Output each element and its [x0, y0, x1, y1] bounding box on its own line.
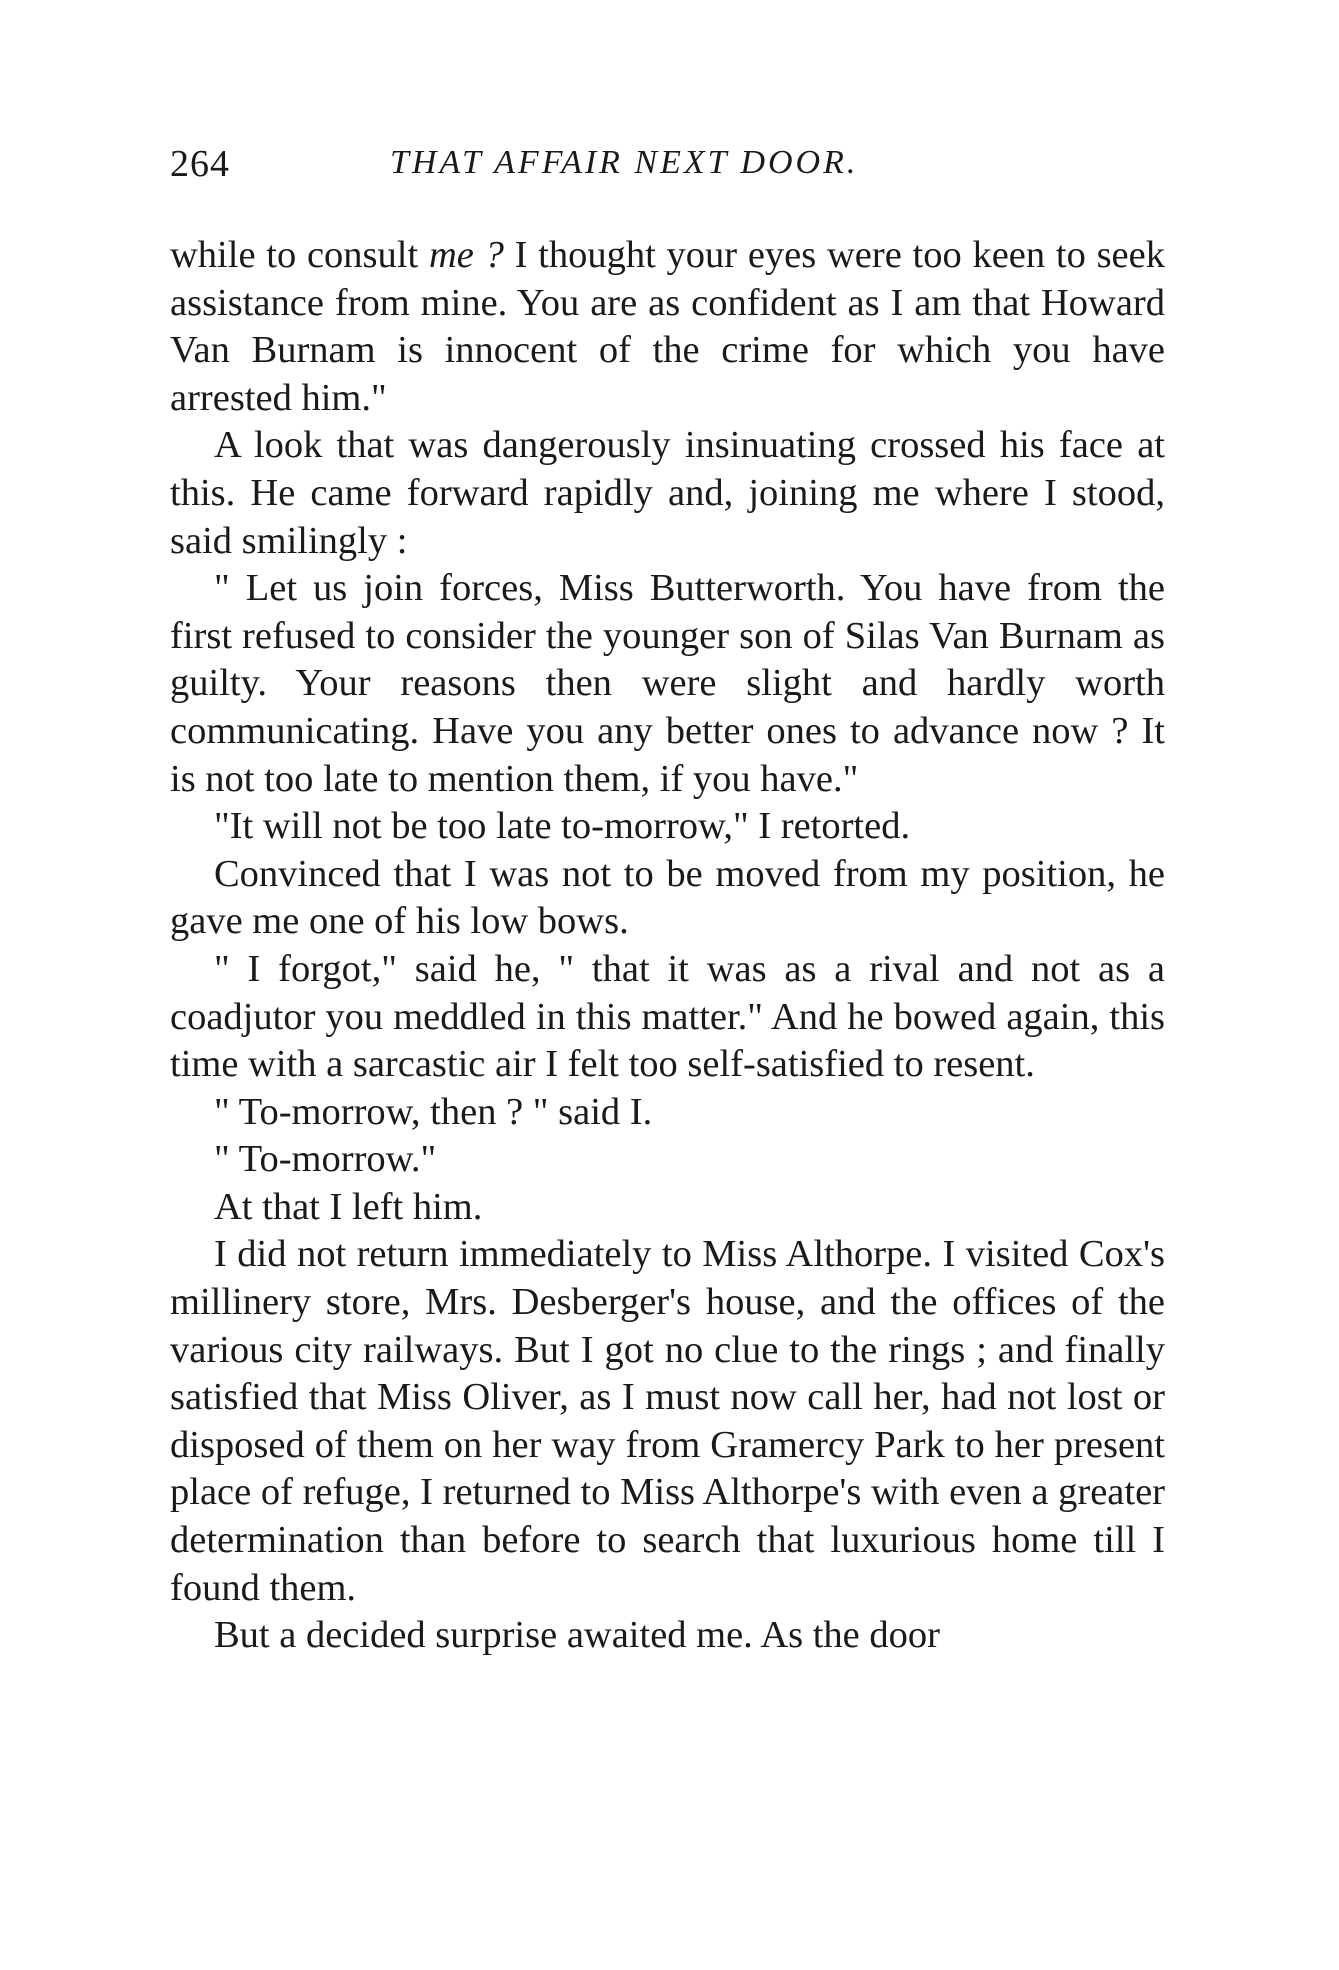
paragraph: I did not return immediately to Miss Althorpe. I visited Cox's millinery store, Mrs. Desberger's house, and the offices of the various city railways. But I got no clue to the rings ; and finally satisfied that Miss Oliver, as I must now call her, had not lost or disposed of them on her way from Gramercy Park to her present place of refuge, I returned to Miss Althorpe's with even a greater determination than before to search that luxurious home till I found them. [170, 1233, 1165, 1609]
paragraph: "It will not be too late to-morrow," I retorted. [214, 805, 911, 848]
paragraph: But a decided surprise awaited me. As the door [214, 1614, 940, 1657]
paragraph: At that I left him. [214, 1185, 483, 1228]
paragraph: Convinced that I was not to be moved from my position, he gave me one of his low bows. [170, 852, 1165, 943]
paragraph-text: while to consult [170, 234, 429, 276]
paragraph: " To-morrow." [214, 1138, 437, 1181]
paragraph: " To-morrow, then ? " said I. [214, 1090, 653, 1133]
paragraph-continued [170, 232, 1165, 422]
emphasis-me: me ? [428, 234, 504, 276]
body-text [170, 232, 1165, 1660]
running-head [170, 142, 1170, 202]
paragraph: " Let us join forces, Miss Butterworth. You have from the first refused to consider the younger son of Silas Van Burnam as guilty. Your reasons then were slight and hardly worth communicating. Have you any better ones to advance now ? It is not too late to mention them, if you have." [170, 567, 1165, 800]
running-title: THAT AFFAIR NEXT DOOR. [390, 144, 859, 181]
paragraph: A look that was dangerously insinuating crossed his face at this. He came forward rapidly and, joining me where I stood, said smilingly : [170, 424, 1165, 562]
paragraph: " I forgot," said he, " that it was as a rival and not as a coadjutor you meddled in this matter." And he bowed again, this time with a sarcastic air I felt too self-satisfied to resent. [170, 947, 1165, 1086]
page-number: 264 [170, 143, 230, 185]
paragraph-text: I thought your eyes were too keen to seek assistance from mine. You are as confident as I am that Howard Van Burnam is innocent of the crime for which you have arrested him." [170, 234, 1165, 419]
